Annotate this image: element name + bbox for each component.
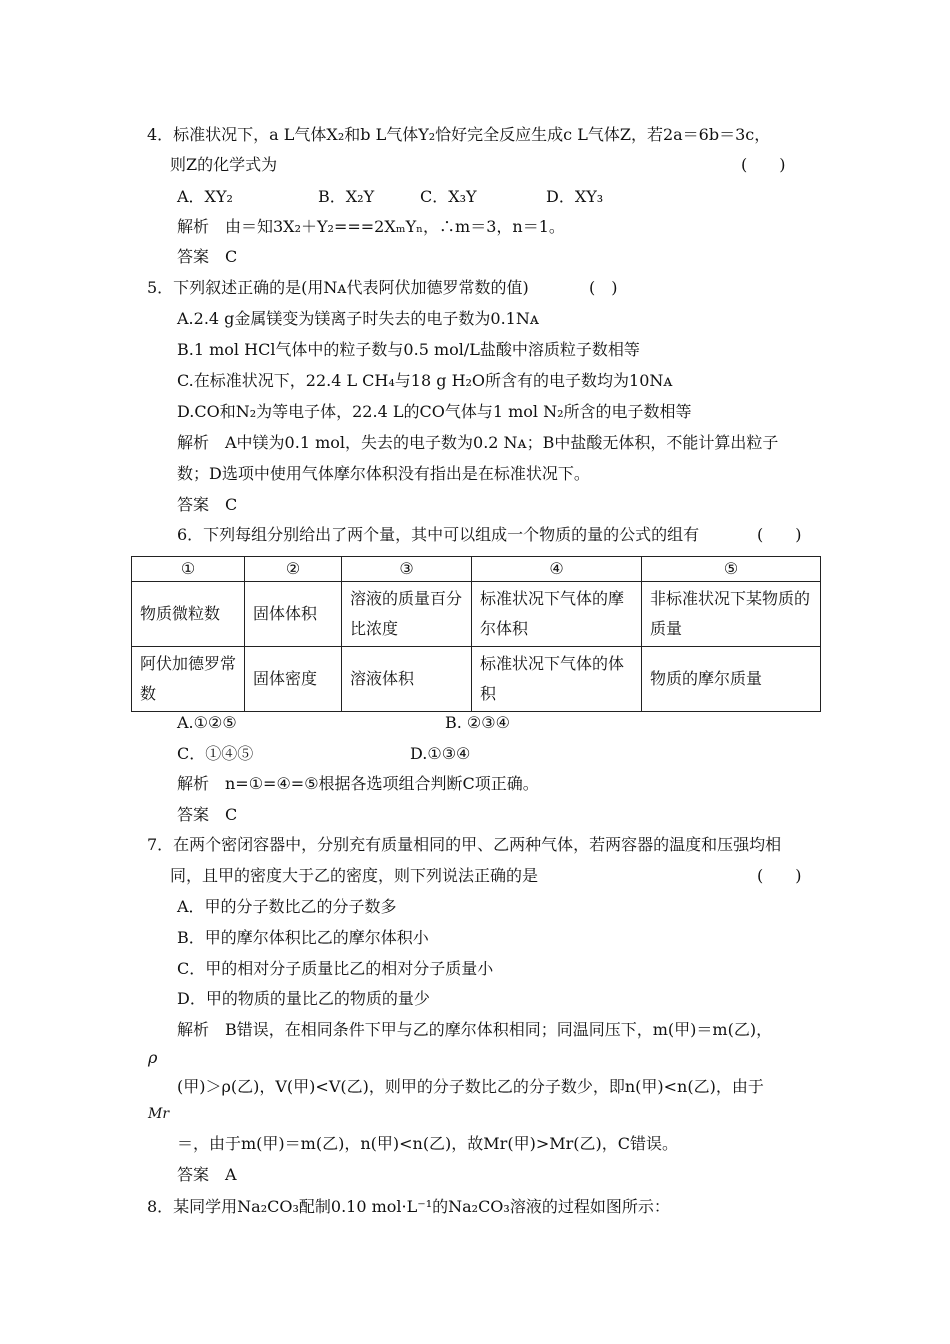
q5-option-d: D.CO和N₂为等电子体，22.4 L的CO气体与1 mol N₂所含的电子数相等: [177, 402, 692, 421]
q8-stem: 8．某同学用Na₂CO₃配制0.10 mol·L⁻¹的Na₂CO₃溶液的过程如图所示：: [147, 1197, 670, 1216]
q7-answer: 答案 A: [177, 1165, 237, 1184]
table-cell: 溶液的质量百分比浓度: [342, 582, 472, 647]
table-cell: 固体体积: [245, 582, 342, 647]
q6-answer: 答案 C: [177, 805, 238, 824]
table-row: [132, 647, 821, 712]
table-cell: 阿伏加德罗常数: [132, 647, 245, 712]
table-cell: 物质的摩尔质量: [642, 647, 821, 712]
q4-analysis: 解析 由＝知3X₂＋Y₂===2XₘYₙ，∴m＝3，n＝1。: [177, 217, 565, 236]
q4-option-b: B．X₂Y: [318, 187, 375, 206]
q4-option-a: A．XY₂: [177, 187, 233, 206]
q7-analysis-line3: ＝，由于m(甲)＝m(乙)，n(甲)<n(乙)，故Mr(甲)>Mr(乙)，C错误。: [177, 1134, 678, 1153]
q6-col-header: ③: [342, 557, 472, 582]
q5-option-c: C.在标准状况下，22.4 L CH₄与18 g H₂O所含有的电子数均为10Nᴀ: [177, 371, 673, 390]
q5-answer-paren: ( ): [589, 278, 618, 297]
q7-stem-line1: 7．在两个密闭容器中，分别充有质量相同的甲、乙两种气体，若两容器的温度和压强均相: [147, 835, 782, 854]
q5-option-b: B.1 mol HCl气体中的粒子数与0.5 mol/L盐酸中溶质粒子数相等: [177, 340, 640, 359]
table-cell: 标准状况下气体的体积: [472, 647, 642, 712]
q5-option-a: A.2.4 g金属镁变为镁离子时失去的电子数为0.1Nᴀ: [177, 309, 539, 328]
q6-col-header: ④: [472, 557, 642, 582]
q4-answer: 答案 C: [177, 247, 238, 266]
q6-col-header: ①: [132, 557, 245, 582]
q6-answer-paren: ( ): [757, 525, 802, 544]
q6-option-d: D.①③④: [410, 744, 471, 763]
q4-stem-line1: 4．标准状况下，a L气体X₂和b L气体Y₂恰好完全反应生成c L气体Z，若2a＝6b＝3c，: [147, 125, 771, 144]
table-cell: 溶液体积: [342, 647, 472, 712]
table-row: [132, 582, 821, 647]
q6-col-header: ⑤: [642, 557, 821, 582]
q4-answer-paren: ( ): [741, 155, 786, 174]
q7-option-a: A．甲的分子数比乙的分子数多: [177, 897, 397, 916]
q7-analysis-line1: 解析 B错误，在相同条件下甲与乙的摩尔体积相同；同温同压下，m(甲)＝m(乙)，: [177, 1020, 773, 1039]
q7-mr-symbol: Mr: [148, 1106, 170, 1122]
q6-option-b: B. ②③④: [445, 713, 510, 732]
q7-option-b: B．甲的摩尔体积比乙的摩尔体积小: [177, 928, 429, 947]
q6-col-header: ②: [245, 557, 342, 582]
q7-answer-paren: ( ): [757, 866, 802, 885]
q7-option-c: C．甲的相对分子质量比乙的相对分子质量小: [177, 959, 494, 978]
q5-answer: 答案 C: [177, 495, 238, 514]
q7-analysis-line2: (甲)＞ρ(乙)，V(甲)<V(乙)，则甲的分子数比乙的分子数少，即n(甲)<n(乙)，由于: [177, 1077, 764, 1096]
q5-analysis-line1: 解析 A中镁为0.1 mol，失去的电子数为0.2 Nᴀ；B中盐酸无体积，不能计算出粒子: [177, 433, 779, 452]
q6-option-a: A.①②⑤: [177, 713, 237, 732]
q7-option-d: D．甲的物质的量比乙的物质的量少: [177, 989, 430, 1008]
q6-option-c: C．①④⑤: [177, 744, 254, 763]
q6-table: [131, 556, 821, 712]
q6-stem: 6．下列每组分别给出了两个量，其中可以组成一个物质的量的公式的组有: [177, 525, 700, 544]
q5-stem: 5．下列叙述正确的是(用Nᴀ代表阿伏加德罗常数的值): [147, 278, 529, 297]
q7-stem-line2: 同，且甲的密度大于乙的密度，则下列说法正确的是: [170, 866, 539, 885]
table-cell: 非标准状况下某物质的质量: [642, 582, 821, 647]
q6-table-header-row: [132, 557, 821, 582]
q6-analysis: 解析 n=①=④=⑤根据各选项组合判断C项正确。: [177, 774, 539, 793]
q7-rho-symbol: ρ: [148, 1048, 158, 1067]
q5-analysis-line2: 数；D选项中使用气体摩尔体积没有指出是在标准状况下。: [177, 464, 590, 483]
q4-option-d: D．XY₃: [546, 187, 604, 206]
q4-option-c: C．X₃Y: [420, 187, 477, 206]
table-cell: 固体密度: [245, 647, 342, 712]
q4-stem-line2: 则Z的化学式为: [170, 155, 278, 174]
table-cell: 物质微粒数: [132, 582, 245, 647]
table-cell: 标准状况下气体的摩尔体积: [472, 582, 642, 647]
